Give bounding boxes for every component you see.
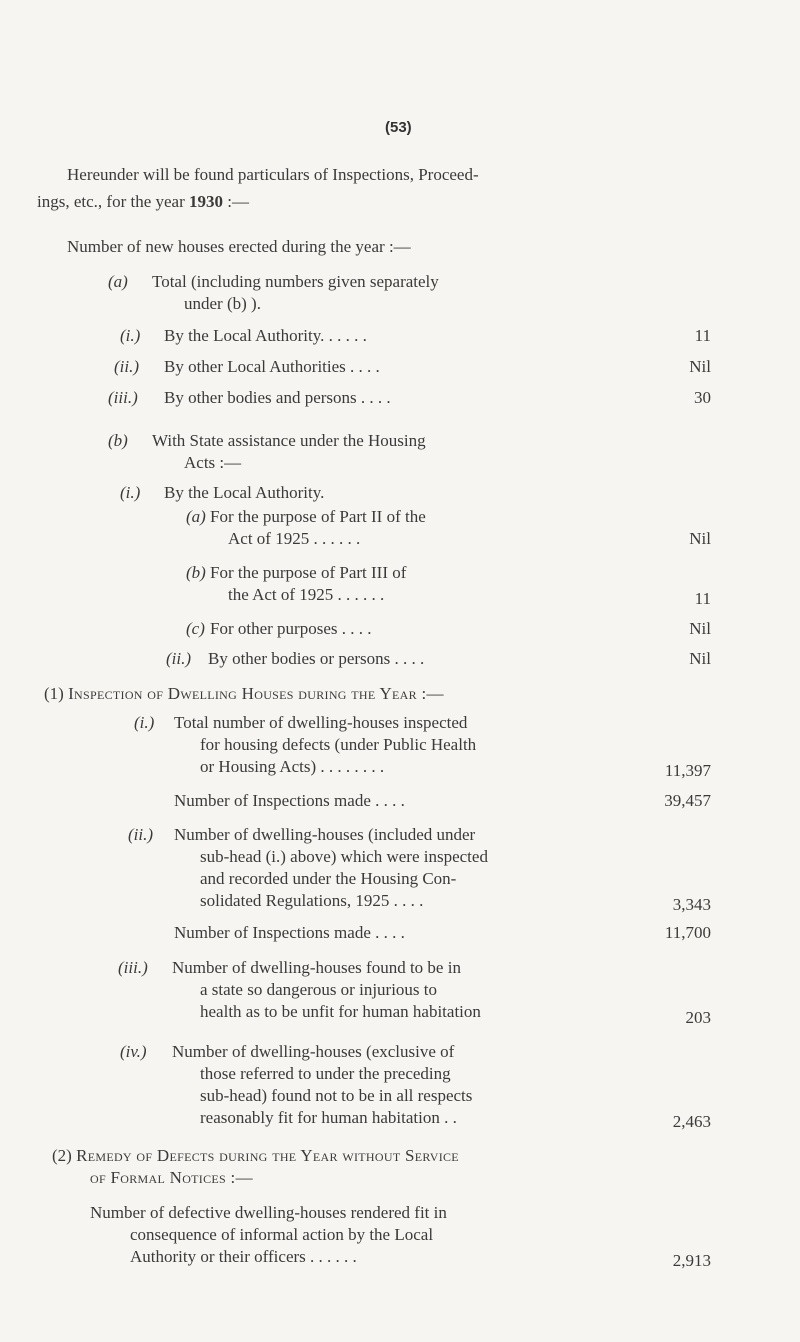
a-i-text: By the Local Authority. . . . . . (164, 326, 367, 345)
s1-ii-inspections-value: 11,700 (664, 923, 711, 942)
s2-line-2: consequence of informal action by the Local (130, 1225, 434, 1244)
b-i-label: (i.) (120, 483, 141, 502)
a-ii-label: (ii.) (114, 357, 140, 376)
new-houses-heading: Number of new houses erected during the year :— (67, 237, 411, 256)
s1-iii-line-3: health as to be unfit for human habitation (200, 1002, 481, 1021)
s1-i-label: (i.) (134, 713, 155, 732)
a-text-2: under (b) ). (184, 294, 261, 313)
b-ii-text: By other bodies or persons . . . . (208, 649, 425, 668)
s1-iv-line-1: Number of dwelling-houses (exclusive of (172, 1042, 455, 1061)
s1-iv-line-2: those referred to under the preceding (200, 1064, 451, 1083)
b-sub-c-text: For other purposes . . . . (210, 619, 372, 638)
b-ii-label: (ii.) (166, 649, 192, 668)
b-text-2: Acts :— (184, 453, 242, 472)
s1-i-inspections-value: 39,457 (664, 791, 711, 810)
s1-ii-line-3: and recorded under the Housing Con- (200, 869, 457, 888)
s1-ii-label: (ii.) (128, 825, 154, 844)
a-ii-value: Nil (689, 357, 711, 376)
a-i-value: 11 (694, 326, 711, 345)
s1-ii-line-2: sub-head (i.) above) which were inspected (200, 847, 488, 866)
s1-iv-value: 2,463 (672, 1112, 711, 1131)
b-sub-a-text-2: Act of 1925 . . . . . . (228, 529, 361, 548)
section-2-heading-1: (2) Remedy of Defects during the Year without Service (52, 1146, 459, 1165)
b-ii-value: Nil (689, 649, 711, 668)
s1-iv-line-3: sub-head) found not to be in all respects (200, 1086, 473, 1105)
b-sub-a-text-1: For the purpose of Part II of the (210, 507, 426, 526)
section-2-heading-2: of Formal Notices :— (90, 1168, 253, 1187)
section-1-heading: (1) Inspection of Dwelling Houses during the Year :— (44, 684, 444, 703)
a-ii-text: By other Local Authorities . . . . (164, 357, 380, 376)
s1-iii-line-1: Number of dwelling-houses found to be in (172, 958, 461, 977)
b-sub-b-text-2: the Act of 1925 . . . . . . (228, 585, 385, 604)
s1-iv-label: (iv.) (120, 1042, 147, 1061)
b-sub-a-label: (a) (186, 507, 206, 526)
b-text-1: With State assistance under the Housing (152, 431, 426, 450)
s1-i-line-2: for housing defects (under Public Health (200, 735, 477, 754)
b-sub-c-label: (c) (186, 619, 205, 638)
a-iii-label: (iii.) (108, 388, 138, 407)
s2-line-3: Authority or their officers . . . . . . (130, 1247, 357, 1266)
label-a: (a) (108, 272, 128, 291)
s1-ii-value: 3,343 (672, 895, 711, 914)
b-sub-c-value: Nil (689, 619, 711, 638)
b-sub-b-label: (b) (186, 563, 206, 582)
b-i-text: By the Local Authority. (164, 483, 325, 502)
b-sub-b-value: 11 (694, 589, 711, 608)
s1-ii-line-4: solidated Regulations, 1925 . . . . (200, 891, 424, 910)
intro-line-2: ings, etc., for the year 1930 :— (37, 192, 249, 211)
s1-i-line-1: Total number of dwelling-houses inspected (174, 713, 468, 732)
s1-i-value: 11,397 (664, 761, 711, 780)
s1-i-line-3: or Housing Acts) . . . . . . . . (200, 757, 385, 776)
s1-ii-line-1: Number of dwelling-houses (included under (174, 825, 476, 844)
a-i-label: (i.) (120, 326, 141, 345)
b-sub-b-text-1: For the purpose of Part III of (210, 563, 407, 582)
s1-iv-line-4: reasonably fit for human habitation . . (200, 1108, 457, 1127)
s2-line-1: Number of defective dwelling-houses rendered fit in (90, 1203, 447, 1222)
a-text-1: Total (including numbers given separately (152, 272, 439, 291)
s1-iii-line-2: a state so dangerous or injurious to (200, 980, 438, 999)
label-b: (b) (108, 431, 128, 450)
s1-i-inspections-text: Number of Inspections made . . . . (174, 791, 405, 810)
b-sub-a-value: Nil (689, 529, 711, 548)
intro-year: 1930 (189, 192, 223, 211)
s1-iii-value: 203 (685, 1008, 711, 1027)
s1-ii-inspections-text: Number of Inspections made . . . . (174, 923, 405, 942)
s2-value: 2,913 (672, 1251, 711, 1270)
a-iii-text: By other bodies and persons . . . . (164, 388, 391, 407)
intro-line-1: Hereunder will be found particulars of Inspections, Proceed- (67, 165, 479, 184)
page-number: (53) (385, 119, 412, 136)
a-iii-value: 30 (694, 388, 711, 407)
s1-iii-label: (iii.) (118, 958, 148, 977)
